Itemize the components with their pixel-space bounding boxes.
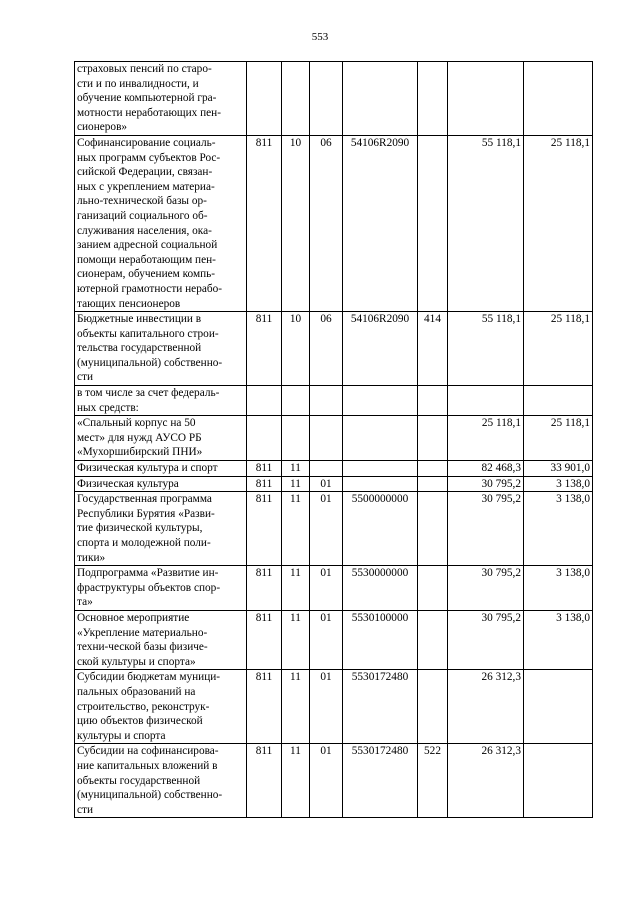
cell-grbs-text: 811 xyxy=(255,745,273,758)
cell-amount-2 xyxy=(524,312,593,386)
cell-amount-1 xyxy=(448,670,524,744)
cell-name-text: Субсидии бюджетам муници- пальных образований на строительство, реконструк- цию объектов физической культуры и спорта xyxy=(77,671,221,742)
cell-target-article xyxy=(343,744,418,818)
cell-target-article xyxy=(343,670,418,744)
cell-target-article xyxy=(343,416,418,461)
cell-section-text: 11 xyxy=(290,745,301,758)
cell-amount-1 xyxy=(448,476,524,492)
cell-amount-2 xyxy=(524,461,593,477)
cell-amount-2 xyxy=(524,744,593,818)
cell-section xyxy=(282,62,310,136)
cell-name xyxy=(75,492,247,566)
cell-name xyxy=(75,416,247,461)
cell-section xyxy=(282,461,310,477)
cell-expense-type xyxy=(418,461,448,477)
cell-expense-type-text: 414 xyxy=(424,313,441,326)
cell-subsection xyxy=(310,386,343,416)
cell-name-text: Бюджетные инвестиции в объекты капитального строи- тельства государственной (муниципальной) собственно- сти xyxy=(77,313,223,384)
cell-subsection xyxy=(310,744,343,818)
cell-amount-2 xyxy=(524,670,593,744)
cell-name-text: Государственная программа Республики Бурятия «Разви- тие физической культуры, спорта и молодежной поли- тики» xyxy=(77,493,215,564)
cell-section xyxy=(282,476,310,492)
cell-amount-1-text: 26 312,3 xyxy=(481,745,521,758)
cell-grbs-text: 811 xyxy=(255,477,273,490)
table-row xyxy=(75,461,593,477)
cell-section xyxy=(282,744,310,818)
cell-amount-1 xyxy=(448,135,524,311)
cell-target-article xyxy=(343,566,418,611)
table-row xyxy=(75,476,593,492)
cell-expense-type xyxy=(418,135,448,311)
cell-grbs-text: 811 xyxy=(255,313,273,326)
cell-amount-1 xyxy=(448,492,524,566)
cell-grbs xyxy=(247,492,282,566)
cell-section xyxy=(282,416,310,461)
cell-amount-2-text: 33 901,0 xyxy=(550,462,590,475)
cell-name-text: Подпрограмма «Развитие ин- фраструктуры объектов спор- та» xyxy=(77,567,221,609)
cell-section xyxy=(282,566,310,611)
cell-amount-2 xyxy=(524,566,593,611)
cell-name-text: Субсидии на софинансирова- ние капитальных вложений в объекты государственной (муниципальной) собственно- сти xyxy=(77,745,223,816)
cell-expense-type xyxy=(418,476,448,492)
cell-subsection-text: 01 xyxy=(320,671,332,684)
cell-amount-2 xyxy=(524,476,593,492)
cell-target-article-text: 54106R2090 xyxy=(350,313,410,326)
cell-expense-type xyxy=(418,416,448,461)
table-row xyxy=(75,312,593,386)
cell-target-article-text: 5500000000 xyxy=(351,493,409,506)
cell-target-article xyxy=(343,492,418,566)
cell-grbs xyxy=(247,476,282,492)
cell-section-text: 11 xyxy=(290,493,301,506)
cell-section-text: 10 xyxy=(289,136,302,149)
cell-subsection xyxy=(310,461,343,477)
cell-section-text: 11 xyxy=(290,567,301,580)
cell-amount-2 xyxy=(524,386,593,416)
cell-amount-1 xyxy=(448,461,524,477)
cell-grbs xyxy=(247,135,282,311)
cell-section xyxy=(282,386,310,416)
cell-subsection-text: 01 xyxy=(320,477,332,490)
cell-target-article-text: 5530000000 xyxy=(351,567,409,580)
cell-expense-type xyxy=(418,62,448,136)
cell-target-article-text: 5530172480 xyxy=(351,745,409,758)
table-row xyxy=(75,62,593,136)
cell-expense-type-text: 522 xyxy=(424,745,441,758)
cell-target-article xyxy=(343,62,418,136)
cell-expense-type xyxy=(418,670,448,744)
cell-target-article-text: 5530100000 xyxy=(351,611,409,624)
cell-grbs xyxy=(247,566,282,611)
cell-name-text: Физическая культура xyxy=(77,477,179,490)
cell-expense-type xyxy=(418,744,448,818)
cell-section-text: 11 xyxy=(290,477,301,490)
cell-subsection-text: 01 xyxy=(320,567,332,580)
table-row xyxy=(75,744,593,818)
cell-target-article-text: 5530172480 xyxy=(351,671,409,684)
cell-subsection-text: 01 xyxy=(320,745,332,758)
cell-name-text: Основное мероприятие «Укрепление материально- техни-ческой базы физиче- ской культуры и спорта» xyxy=(77,611,208,668)
cell-subsection-text: 01 xyxy=(320,611,332,624)
cell-amount-1-text: 30 795,2 xyxy=(481,493,521,506)
cell-amount-1-text: 25 118,1 xyxy=(481,417,521,430)
cell-amount-1 xyxy=(448,312,524,386)
cell-section xyxy=(282,610,310,669)
cell-name-text: «Спальный корпус на 50 мест» для нужд АУСО РБ «Мухоршибирский ПНИ» xyxy=(77,417,203,459)
cell-amount-1 xyxy=(448,744,524,818)
cell-amount-2-text: 3 138,0 xyxy=(556,493,590,506)
table-row xyxy=(75,566,593,611)
cell-amount-2 xyxy=(524,492,593,566)
cell-grbs-text: 811 xyxy=(255,671,273,684)
cell-name xyxy=(75,312,247,386)
cell-name xyxy=(75,566,247,611)
cell-section-text: 11 xyxy=(290,671,301,684)
cell-name xyxy=(75,670,247,744)
cell-amount-1-text: 30 795,2 xyxy=(481,611,521,624)
cell-amount-1-text: 30 795,2 xyxy=(481,477,521,490)
cell-grbs xyxy=(247,62,282,136)
cell-amount-1-text: 55 118,1 xyxy=(481,136,521,149)
cell-subsection xyxy=(310,62,343,136)
cell-expense-type xyxy=(418,386,448,416)
cell-grbs-text: 811 xyxy=(255,567,273,580)
cell-amount-2-text: 25 118,1 xyxy=(550,136,590,149)
table-row xyxy=(75,386,593,416)
page-number: 553 xyxy=(311,31,329,43)
cell-name xyxy=(75,62,247,136)
cell-target-article xyxy=(343,610,418,669)
cell-amount-1 xyxy=(448,566,524,611)
cell-target-article xyxy=(343,135,418,311)
cell-name xyxy=(75,386,247,416)
cell-amount-1-text: 30 795,2 xyxy=(481,567,521,580)
cell-grbs-text: 811 xyxy=(255,493,273,506)
cell-name xyxy=(75,461,247,477)
cell-amount-1-text: 26 312,3 xyxy=(481,671,521,684)
cell-amount-1-text: 82 468,3 xyxy=(481,462,521,475)
table-row xyxy=(75,416,593,461)
cell-amount-1 xyxy=(448,62,524,136)
cell-name-text: в том числе за счет федераль- ных средств: xyxy=(77,387,220,414)
cell-section xyxy=(282,135,310,311)
cell-section xyxy=(282,670,310,744)
cell-section-text: 11 xyxy=(290,462,301,475)
cell-amount-2-text: 25 118,1 xyxy=(550,417,590,430)
cell-subsection xyxy=(310,670,343,744)
cell-section xyxy=(282,492,310,566)
cell-target-article-text: 54106R2090 xyxy=(350,136,410,149)
cell-grbs xyxy=(247,312,282,386)
cell-subsection-text: 06 xyxy=(320,313,332,326)
cell-target-article xyxy=(343,386,418,416)
cell-amount-2-text: 3 138,0 xyxy=(556,567,590,580)
cell-expense-type xyxy=(418,312,448,386)
cell-section-text: 11 xyxy=(290,611,301,624)
cell-grbs xyxy=(247,416,282,461)
cell-amount-1 xyxy=(448,386,524,416)
cell-target-article xyxy=(343,476,418,492)
table-row xyxy=(75,670,593,744)
cell-grbs xyxy=(247,670,282,744)
cell-subsection xyxy=(310,312,343,386)
cell-grbs xyxy=(247,610,282,669)
cell-subsection-text: 01 xyxy=(320,493,332,506)
cell-target-article xyxy=(343,312,418,386)
cell-subsection-text: 06 xyxy=(320,136,332,149)
cell-name-text: страховых пенсий по старо- сти и по инвалидности, и обучение компьютерной гра- мотности неработающих пен- сионеров» xyxy=(77,63,221,134)
cell-expense-type xyxy=(418,492,448,566)
cell-name-text: Физическая культура и спорт xyxy=(77,462,218,475)
cell-grbs xyxy=(247,461,282,477)
cell-subsection xyxy=(310,566,343,611)
cell-amount-1 xyxy=(448,610,524,669)
cell-amount-2 xyxy=(524,62,593,136)
cell-amount-2 xyxy=(524,135,593,311)
cell-section-text: 10 xyxy=(289,313,302,326)
budget-table xyxy=(74,61,593,818)
cell-name-text: Софинансирование социаль- ных программ субъектов Рос- сийской Федерации, связан- ных с укреплением материа- льно-технической базы ор- ганизаций социального об- служивания населения, ока- занием адресной социальной помощи неработающим пен- сионерам, обучением компь- ютерной грамотности нерабо- тающих пенсионеров xyxy=(77,136,223,310)
cell-amount-2 xyxy=(524,416,593,461)
cell-subsection xyxy=(310,135,343,311)
cell-name xyxy=(75,135,247,311)
table-row xyxy=(75,610,593,669)
cell-name xyxy=(75,610,247,669)
cell-amount-2-text: 3 138,0 xyxy=(556,611,590,624)
cell-name xyxy=(75,744,247,818)
cell-subsection xyxy=(310,610,343,669)
cell-expense-type xyxy=(418,566,448,611)
cell-amount-1-text: 55 118,1 xyxy=(481,313,521,326)
cell-target-article xyxy=(343,461,418,477)
cell-name xyxy=(75,476,247,492)
cell-grbs xyxy=(247,386,282,416)
cell-grbs xyxy=(247,744,282,818)
table-row xyxy=(75,135,593,311)
table-row xyxy=(75,492,593,566)
budget-table-body xyxy=(75,62,593,818)
cell-amount-2-text: 25 118,1 xyxy=(550,313,590,326)
cell-expense-type xyxy=(418,610,448,669)
cell-subsection xyxy=(310,476,343,492)
cell-section xyxy=(282,312,310,386)
cell-subsection xyxy=(310,492,343,566)
cell-amount-2 xyxy=(524,610,593,669)
cell-grbs-text: 811 xyxy=(255,611,273,624)
cell-grbs-text: 811 xyxy=(255,462,273,475)
cell-amount-2-text: 3 138,0 xyxy=(556,477,590,490)
cell-grbs-text: 811 xyxy=(255,136,273,149)
cell-subsection xyxy=(310,416,343,461)
cell-amount-1 xyxy=(448,416,524,461)
